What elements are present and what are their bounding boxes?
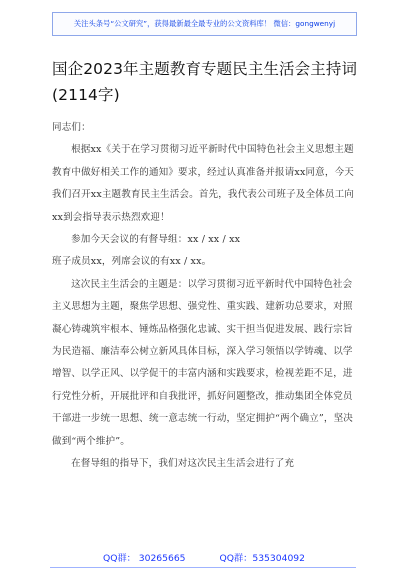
footer-qq-group-1: QQ群： 30265665 (103, 553, 186, 564)
paragraph-attendees: 参加今天会议的有督导组：xx / xx / xx (71, 234, 241, 246)
footer-contact (0, 549, 408, 565)
paragraph-opening: 根据xx《关于在学习贯彻习近平新时代中国特色社会主义思想主题教育中做好相关工作的通知》要求，经过认真准备并报请xx同意，今天我们召开xx主题教育民主生活会。首先，我代表公司班子及全体员工向xx到会指导表示热烈欢迎！ (52, 144, 354, 223)
footer-divider (50, 567, 356, 568)
document-body (52, 117, 358, 476)
banner-text: 关注头条号“公文研究”，获得最新最全最专业的公文资料库！ 微信：gongwenyj (73, 19, 336, 28)
paragraph-salutation: 同志们： (52, 122, 91, 133)
paragraph-theme: 这次民主生活会的主题是：以学习贯彻习近平新时代中国特色社会主义思想为主题，聚焦学思想、强党性、重实践、建新功总要求，对照凝心铸魂筑牢根本、锤炼品格强化忠诚、实干担当促进发展、践行宗旨为民造福、廉洁奉公树立新风具体目标，深入学习领悟以学铸魂、以学增智、以学正风、以学促干的丰富内涵和实践要求，检视差距不足，进行党性分析，开展批评和自我批评，抓好问题整改，推动集团全体党员干部进一步统一思想、统一意志统一行动，坚定拥护“两个确立”，坚决做到“两个维护”。 (52, 278, 353, 447)
footer-qq-group-2: QQ群：535304092 (219, 553, 305, 564)
paragraph-members: 班子成员xx，列席会议的有xx / xx。 (52, 256, 212, 268)
header-banner (52, 12, 357, 36)
document-title: 国企2023年主题教育专题民主生活会主持词(2114字) (52, 60, 358, 104)
paragraph-guidance: 在督导组的指导下，我们对这次民主生活会进行了充 (71, 458, 295, 470)
